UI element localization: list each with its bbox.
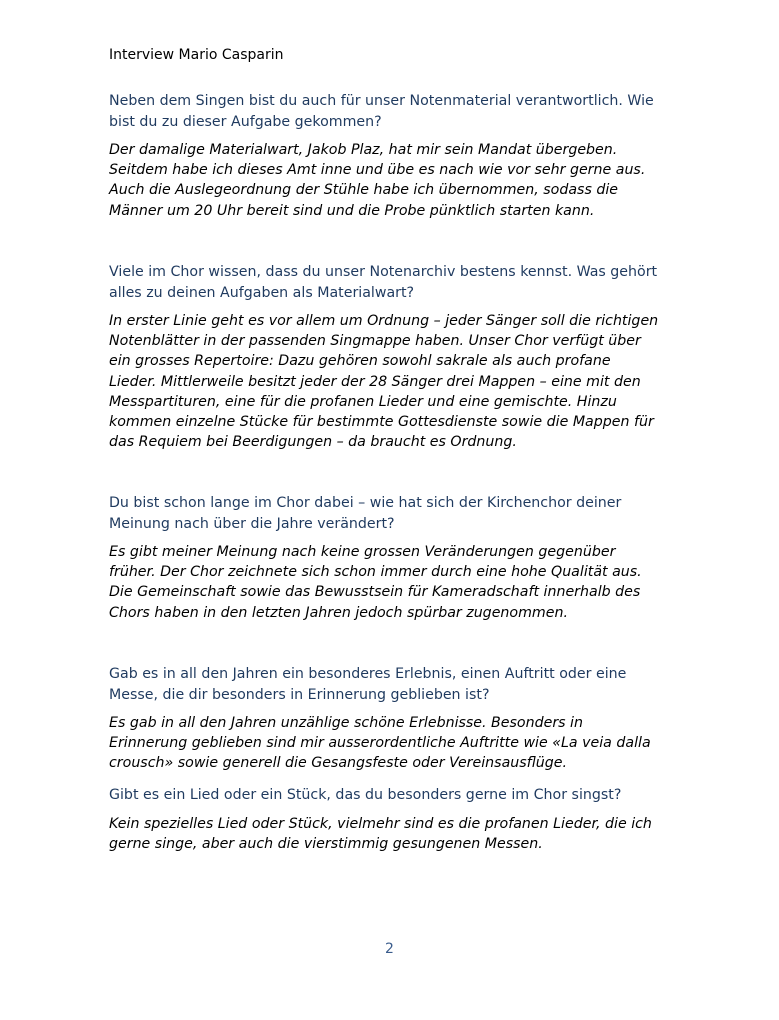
answer-line: Auch die Auslegeordnung der Stühle habe ich übernommen, sodass die [109,182,619,199]
question-line: Gab es in all den Jahren ein besonderes Erlebnis, einen Auftritt oder eine [109,666,627,682]
question-line: Neben dem Singen bist du auch für unser Notenmaterial verantwortlich. Wie [109,93,654,109]
qa-block-1 [109,91,679,221]
question-line: Viele im Chor wissen, dass du unser Notenarchiv bestens kennst. Was gehört [109,264,658,280]
answer-line: das Requiem bei Beerdigungen – da braucht es Ordnung. [109,434,517,451]
qa-block-4 [109,664,679,774]
answer-line: Notenblätter in der passenden Singmappe haben. Unser Chor verfügt über [109,333,641,350]
question-line: alles zu deinen Aufgaben als Materialwart? [109,284,415,301]
qa-block-3 [109,493,679,623]
answer-line: Erinnerung geblieben sind mir ausserordentliche Auftritte wie «La veia dalla [109,735,651,752]
question-line: Du bist schon lange im Chor dabei – wie hat sich der Kirchenchor deiner [109,495,622,511]
answer-line: Es gab in all den Jahren unzählige schöne Erlebnisse. Besonders in [109,715,583,731]
question-line: Messe, die dir besonders in Erinnerung geblieben ist? [109,686,490,703]
question [109,785,679,806]
answer-line: Die Gemeinschaft sowie das Bewusstsein für Kameradschaft innerhalb des [109,584,641,601]
question [109,664,679,705]
question [109,493,679,534]
answer-line: Es gibt meiner Meinung nach keine grossen Veränderungen gegenüber [109,544,616,560]
answer-line: Männer um 20 Uhr bereit sind und die Probe pünktlich starten kann. [109,202,595,219]
question-line: Meinung nach über die Jahre verändert? [109,515,395,532]
question [109,262,679,303]
answer [109,542,679,623]
answer-line: Lieder. Mittlerweile besitzt jeder der 28 Sänger drei Mappen – eine mit den [109,373,641,390]
qa-block-5 [109,785,679,854]
answer-line: gerne singe, aber auch die vierstimmig gesungenen Messen. [109,835,543,852]
answer-line: Seitdem habe ich dieses Amt inne und übe es nach wie vor sehr gerne aus. [109,162,646,179]
answer-line: In erster Linie geht es vor allem um Ordnung – jeder Sänger soll die richtigen [109,313,659,329]
page-number: 2 [385,941,394,957]
answer [109,140,679,221]
answer-line: Messpartituren, eine für die profanen Lieder und eine gemischte. Hinzu [109,393,617,410]
qa-block-2 [109,262,679,452]
answer [109,311,679,452]
question-line: Gibt es ein Lied oder ein Stück, das du besonders gerne im Chor singst? [109,787,622,803]
answer-line: Der damalige Materialwart, Jakob Plaz, hat mir sein Mandat übergeben. [109,142,618,158]
answer-line: Kein spezielles Lied oder Stück, vielmehr sind es die profanen Lieder, die ich [109,815,652,832]
page-header: Interview Mario Casparin [109,47,284,63]
question-line: bist du zu dieser Aufgabe gekommen? [109,113,382,130]
answer-line: crousch» sowie generell die Gesangsfeste oder Vereinsausflüge. [109,755,568,772]
answer-line: kommen einzelne Stücke für bestimmte Gottesdienste sowie die Mappen für [109,414,654,431]
answer-line: früher. Der Chor zeichnete sich schon immer durch eine hohe Qualität aus. [109,564,642,581]
answer [109,814,679,854]
answer-line: Chors haben in den letzten Jahren jedoch spürbar zugenommen. [109,604,568,621]
question [109,91,679,132]
answer-line: ein grosses Repertoire: Dazu gehören sowohl sakrale als auch profane [109,353,611,370]
answer [109,713,679,774]
